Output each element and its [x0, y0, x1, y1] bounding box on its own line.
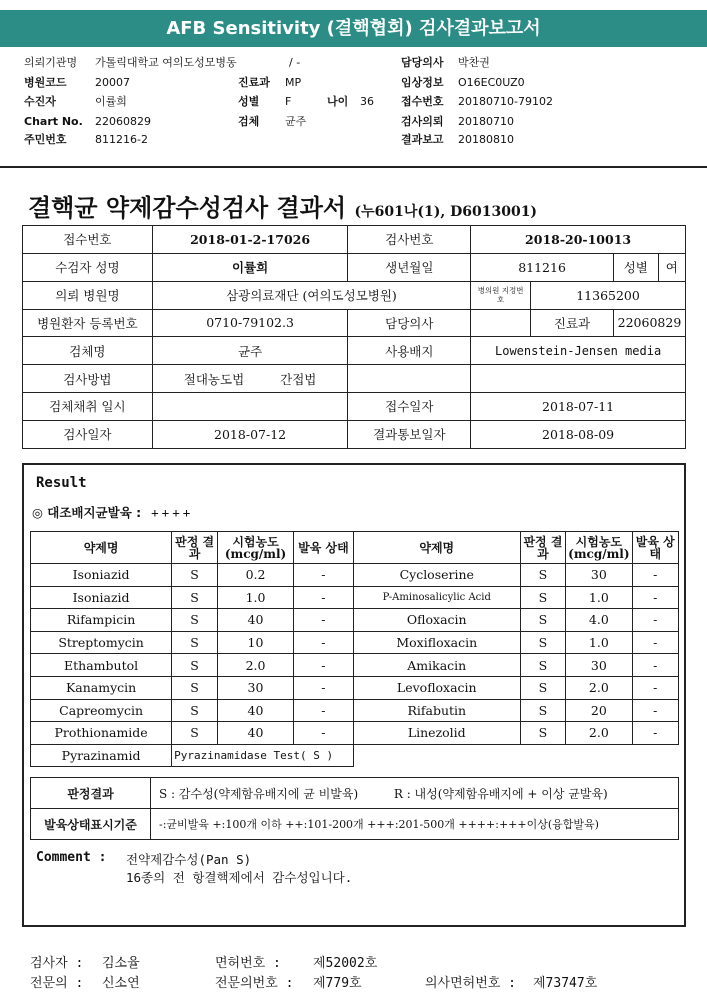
specimen-value: 균주	[285, 115, 307, 128]
drug-cell-growth: -	[293, 564, 353, 587]
resident-no-label: 주민번호	[24, 133, 67, 146]
drug-cell-growth: -	[632, 564, 678, 587]
drug-cell-growth: -	[632, 631, 678, 654]
info-cell-value: 811216	[471, 253, 614, 281]
drug-cell-concentration: 1.0	[566, 631, 632, 654]
drug-cell-growth: -	[632, 586, 678, 609]
info-cell-label: 생년월일	[348, 253, 471, 281]
drug-cell-name: Capreomycin	[31, 699, 172, 722]
drug-cell-growth: -	[632, 722, 678, 745]
drug-cell-name: Kanamycin	[31, 676, 172, 699]
drug-column-header: 발육 상태	[632, 532, 678, 564]
drug-cell-name: Rifabutin	[353, 699, 520, 722]
drug-cell-result: S	[172, 654, 218, 677]
drug-cell-concentration: 40	[218, 722, 294, 745]
comment-label: Comment :	[36, 850, 107, 865]
control-growth-label: ◎ 대조배지균발육 :	[32, 505, 142, 520]
info-row	[23, 337, 686, 365]
hospital-code-value: 20007	[95, 76, 130, 89]
drug-cell-result: S	[172, 609, 218, 632]
doctor-license-label: 의사면허번호 :	[425, 976, 517, 991]
drug-cell-concentration: 40	[218, 609, 294, 632]
drug-susceptibility-table	[30, 531, 679, 767]
legend-row	[31, 778, 679, 809]
drug-cell-name: Rifampicin	[31, 609, 172, 632]
license-label: 면허번호 :	[215, 956, 281, 971]
drug-column-header: 판정 결과	[172, 532, 218, 564]
drug-cell-result: S	[520, 676, 565, 699]
age-label: 나이	[327, 95, 349, 108]
drug-cell-result: S	[172, 631, 218, 654]
specialist-label: 전문의 :	[30, 976, 84, 991]
info-row	[23, 392, 686, 420]
info-cell-label: 병의원 지정번호	[471, 281, 531, 309]
patient-label: 수진자	[24, 95, 56, 108]
drug-row	[31, 676, 679, 699]
info-cell-value	[152, 365, 348, 393]
test-request-value: 20180710	[458, 115, 514, 128]
drug-cell-concentration: 2.0	[566, 722, 632, 745]
control-growth-value: ++++	[151, 505, 194, 520]
result-report-label: 결과보고	[401, 133, 444, 146]
info-cell-value: 2018-01-2-17026	[152, 226, 348, 254]
specialist-value: 신소연	[102, 976, 140, 991]
age-value: 36	[360, 95, 374, 108]
info-cell-value: 2018-20-10013	[471, 226, 686, 254]
growth-criteria-value: -:균비발육 +:100개 이하 ++:101-200개 +++:201-500개 ++++:+++이상(융합발육)	[151, 809, 679, 840]
drug-cell-name: Moxifloxacin	[353, 631, 520, 654]
drug-cell-result: S	[520, 654, 565, 677]
header-divider	[0, 166, 707, 168]
info-row	[23, 309, 686, 337]
info-cell-value: 11365200	[531, 281, 686, 309]
drug-cell-name: Pyrazinamid	[31, 744, 172, 767]
drug-row	[31, 609, 679, 632]
info-cell-label: 접수일자	[348, 392, 471, 420]
drug-cell-concentration: 2.0	[566, 676, 632, 699]
drug-cell-concentration: 0.2	[218, 564, 294, 587]
drug-cell-growth: -	[293, 699, 353, 722]
drug-cell-concentration: 30	[218, 676, 294, 699]
result-report-value: 20180810	[458, 133, 514, 146]
drug-cell-name: Linezolid	[353, 722, 520, 745]
accession-value: 20180710-79102	[458, 95, 553, 108]
drug-cell-result: S	[172, 586, 218, 609]
drug-cell-growth: -	[293, 609, 353, 632]
report-title-bar	[0, 10, 707, 47]
info-cell-value: 2018-08-09	[471, 420, 686, 448]
drug-cell-name: Levofloxacin	[353, 676, 520, 699]
drug-cell-name: Cycloserine	[353, 564, 520, 587]
info-cell-empty	[471, 365, 686, 393]
drug-column-header: 약제명	[353, 532, 520, 564]
drug-cell-result: S	[172, 676, 218, 699]
drug-cell-name: Amikacin	[353, 654, 520, 677]
department-value: MP	[285, 76, 302, 89]
drug-column-header: 발육 상태	[293, 532, 353, 564]
drug-row	[31, 586, 679, 609]
control-growth	[32, 503, 193, 521]
patient-info-table	[22, 225, 686, 449]
specialist-no-value: 제779호	[313, 976, 362, 991]
drug-cell-result: S	[520, 586, 565, 609]
chart-no-label: Chart No.	[24, 115, 83, 128]
info-cell-value: 여	[665, 260, 678, 276]
drug-cell-concentration: 10	[218, 631, 294, 654]
attending-doctor-value: 박찬권	[458, 56, 490, 69]
requesting-institution-label: 의뢰기관명	[24, 56, 78, 69]
judgment-value	[151, 778, 679, 809]
judgment-label: 판정결과	[31, 778, 151, 809]
test-request-label: 검사의뢰	[401, 115, 444, 128]
drug-cell-result: S	[520, 609, 565, 632]
method-absolute: 절대농도법	[183, 371, 245, 387]
info-row	[23, 281, 686, 309]
drug-cell-concentration: 4.0	[566, 609, 632, 632]
ward-value: / -	[289, 56, 301, 69]
patient-value: 이률희	[95, 95, 127, 108]
report-title: AFB Sensitivity (결핵협회) 검사결과보고서	[166, 18, 541, 39]
info-cell-label: 의뢰 병원명	[23, 281, 153, 309]
info-cell-label: 사용배지	[348, 337, 471, 365]
info-cell-label: 검사일자	[23, 420, 153, 448]
info-cell-label: 검체채취 일시	[23, 392, 153, 420]
drug-cell-name: Ethambutol	[31, 654, 172, 677]
info-cell-label: 접수번호	[23, 226, 153, 254]
drug-cell-result: S	[172, 564, 218, 587]
drug-column-header: 판정 결과	[520, 532, 565, 564]
clinical-info-value: O16EC0UZ0	[458, 76, 525, 89]
info-cell-value: 삼광의료재단 (여의도성모병원)	[152, 281, 470, 309]
info-row	[23, 253, 686, 281]
info-cell-value: Lowenstein-Jensen media	[471, 337, 686, 365]
drug-cell-concentration: 30	[566, 654, 632, 677]
drug-cell-result: S	[520, 631, 565, 654]
chart-no-value: 22060829	[95, 115, 151, 128]
drug-cell-name: Prothionamide	[31, 722, 172, 745]
resident-no-value: 811216-2	[95, 133, 148, 146]
info-cell-value	[613, 253, 685, 281]
info-cell-label: 수검자 성명	[23, 253, 153, 281]
department-label: 진료과	[238, 76, 270, 89]
drug-cell-growth: -	[293, 631, 353, 654]
info-cell-label: 성별	[614, 254, 658, 281]
drug-cell-name: Ofloxacin	[353, 609, 520, 632]
empty-cell	[353, 744, 678, 767]
document-title-text: 결핵균 약제감수성검사 결과서	[28, 193, 347, 222]
tester-value: 김소율	[102, 956, 140, 971]
comment-line-2: 16종의 전 항결핵제에서 감수성입니다.	[126, 870, 353, 885]
attending-doctor-label: 담당의사	[401, 56, 444, 69]
document-title	[28, 188, 537, 223]
info-cell-label: 병원환자 등록번호	[23, 309, 153, 337]
accession-label: 접수번호	[401, 95, 444, 108]
info-cell-label: 검사번호	[348, 226, 471, 254]
info-cell-value: 22060829	[613, 309, 685, 337]
drug-cell-growth: -	[293, 722, 353, 745]
sex-label: 성별	[238, 95, 260, 108]
drug-cell-concentration: 1.0	[566, 586, 632, 609]
info-cell-label: 결과통보일자	[348, 420, 471, 448]
drug-cell-name: Streptomycin	[31, 631, 172, 654]
judgment-r: R : 내성(약제함유배지에 + 이상 균발육)	[393, 786, 608, 801]
drug-column-header: 시험농도 (mcg/ml)	[566, 532, 632, 564]
sex-value: F	[285, 95, 292, 108]
drug-cell-growth: -	[632, 699, 678, 722]
info-cell-label: 검사방법	[23, 365, 153, 393]
doctor-license-value: 제73747호	[533, 976, 598, 991]
drug-cell-name: P-Aminosalicylic Acid	[353, 586, 520, 609]
judgment-s: S : 감수성(약제함유배지에 균 비발육)	[159, 786, 359, 801]
legend-table	[30, 777, 679, 840]
specimen-label: 검체	[238, 115, 260, 128]
drug-cell-name: Isoniazid	[31, 586, 172, 609]
info-row	[23, 420, 686, 448]
info-cell-label: 담당의사	[348, 309, 471, 337]
drug-cell-result: S	[520, 722, 565, 745]
drug-column-header: 시험농도 (mcg/ml)	[218, 532, 294, 564]
comment-line-1: 전약제감수성(Pan S)	[126, 852, 252, 867]
info-cell-empty	[348, 365, 471, 393]
drug-cell-growth: -	[632, 654, 678, 677]
tester-label: 검사자 :	[30, 956, 84, 971]
legend-row	[31, 809, 679, 840]
info-cell-value: 0710-79102.3	[152, 309, 348, 337]
drug-table-header	[31, 532, 679, 564]
drug-cell-result: S	[172, 722, 218, 745]
drug-cell-concentration: 20	[566, 699, 632, 722]
info-cell-value: 균주	[152, 337, 348, 365]
drug-cell-name: Isoniazid	[31, 564, 172, 587]
drug-cell-concentration: 30	[566, 564, 632, 587]
drug-row	[31, 654, 679, 677]
drug-column-header: 약제명	[31, 532, 172, 564]
drug-row	[31, 631, 679, 654]
info-cell-label: 진료과	[531, 309, 614, 337]
info-row	[23, 365, 686, 393]
result-title: Result	[36, 475, 87, 491]
drug-cell-result: S	[172, 699, 218, 722]
pyrazinamidase-test: Pyrazinamidase Test( S )	[172, 744, 354, 767]
drug-cell-concentration: 1.0	[218, 586, 294, 609]
drug-cell-growth: -	[632, 609, 678, 632]
info-cell-value: 이률희	[152, 253, 348, 281]
info-cell-value: 2018-07-11	[471, 392, 686, 420]
requesting-institution-value: 가톨릭대학교 여의도성모병동	[95, 56, 237, 69]
drug-table-body	[31, 564, 679, 745]
info-cell-value	[471, 309, 531, 337]
info-cell-label: 검체명	[23, 337, 153, 365]
info-row	[23, 226, 686, 254]
method-indirect: 간접법	[280, 371, 317, 387]
license-value: 제52002호	[313, 956, 378, 971]
info-cell-value: 2018-07-12	[152, 420, 348, 448]
drug-row	[31, 699, 679, 722]
growth-criteria-label: 발육상태표시기준	[31, 809, 151, 840]
drug-cell-growth: -	[293, 676, 353, 699]
drug-row	[31, 722, 679, 745]
specialist-no-label: 전문의번호 :	[215, 976, 294, 991]
info-cell-value	[152, 392, 348, 420]
pyrazinamid-row	[31, 744, 679, 767]
drug-cell-concentration: 2.0	[218, 654, 294, 677]
drug-cell-growth: -	[293, 654, 353, 677]
drug-cell-concentration: 40	[218, 699, 294, 722]
clinical-info-label: 임상정보	[401, 76, 444, 89]
drug-row	[31, 564, 679, 587]
drug-cell-result: S	[520, 699, 565, 722]
drug-cell-result: S	[520, 564, 565, 587]
drug-cell-growth: -	[632, 676, 678, 699]
hospital-code-label: 병원코드	[24, 76, 67, 89]
document-code: (누601나(1), D6013001)	[354, 204, 538, 220]
drug-cell-growth: -	[293, 586, 353, 609]
